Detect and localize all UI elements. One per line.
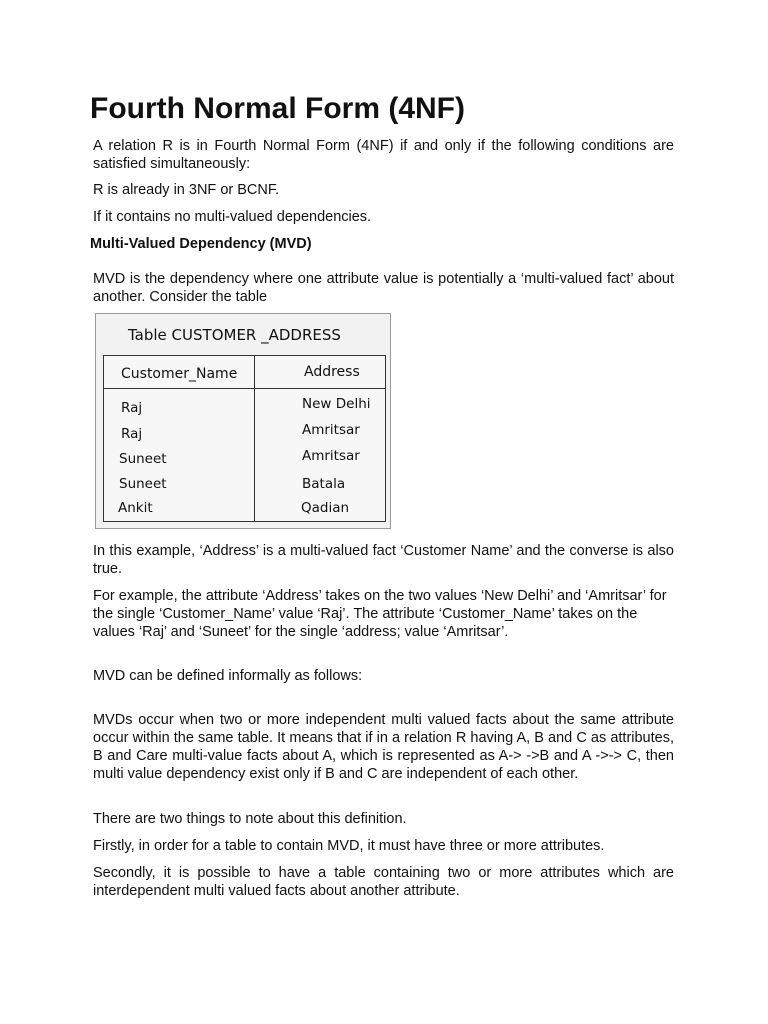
note-intro: There are two things to note about this definition. bbox=[93, 811, 407, 827]
column-header-address: Address bbox=[304, 364, 360, 380]
customer-address-table-figure bbox=[95, 313, 391, 529]
mvd-intro-paragraph: MVD is the dependency where one attribute value is potentially a ‘multi-valued fact’ about another. Consider the table bbox=[93, 271, 674, 305]
column-header-customer-name: Customer_Name bbox=[121, 366, 238, 382]
figure-table bbox=[103, 355, 386, 522]
condition-1: R is already in 3NF or BCNF. bbox=[93, 182, 280, 198]
table-cell-address: Qadian bbox=[301, 500, 350, 516]
page-title: Fourth Normal Form (4NF) bbox=[90, 92, 465, 125]
table-cell-customer: Suneet bbox=[119, 476, 167, 492]
figure-title: Table CUSTOMER _ADDRESS bbox=[128, 326, 341, 344]
example-paragraph-2: For example, the attribute ‘Address’ takes on the two values ‘New Delhi’ and ‘Amritsar’ for the single ‘Customer_Name’ value ‘Raj’. The attribute ‘Customer_Name’ takes on the values ‘Raj’ and ‘Suneet’ for the single ‘address; value ‘Amritsar’. bbox=[93, 588, 667, 640]
table-cell-customer: Suneet bbox=[119, 451, 167, 467]
mvd-definition-paragraph: MVDs occur when two or more independent multi valued facts about the same attribute occur within the same table. It means that if in a relation R having A, B and C as attributes, B and Care multi-value facts about A, which is represented as A-> ->B and A ->-> C, then multi value dependency exist only if B and C are independent of each other. bbox=[93, 712, 674, 782]
table-cell-address: Batala bbox=[302, 476, 346, 492]
section-heading-mvd: Multi-Valued Dependency (MVD) bbox=[90, 236, 312, 252]
note-2: Secondly, it is possible to have a table containing two or more attributes which are interdependent multi valued facts about another attribute. bbox=[93, 865, 674, 899]
table-header-divider bbox=[104, 388, 385, 389]
note-1: Firstly, in order for a table to contain MVD, it must have three or more attributes. bbox=[93, 838, 605, 854]
table-column-divider bbox=[254, 356, 255, 521]
table-cell-address: New Delhi bbox=[302, 396, 371, 412]
table-cell-customer: Raj bbox=[121, 426, 143, 442]
intro-paragraph: A relation R is in Fourth Normal Form (4NF) if and only if the following conditions are satisfied simultaneously: bbox=[93, 138, 674, 172]
table-cell-customer: Raj bbox=[121, 400, 143, 416]
table-cell-address: Amritsar bbox=[302, 422, 360, 438]
informal-definition-intro: MVD can be defined informally as follows: bbox=[93, 668, 363, 684]
example-paragraph-1: In this example, ‘Address’ is a multi-valued fact ‘Customer Name’ and the converse is also true. bbox=[93, 543, 674, 577]
table-cell-customer: Ankit bbox=[118, 500, 153, 516]
table-cell-address: Amritsar bbox=[302, 448, 360, 464]
condition-2: If it contains no multi-valued dependencies. bbox=[93, 209, 372, 225]
